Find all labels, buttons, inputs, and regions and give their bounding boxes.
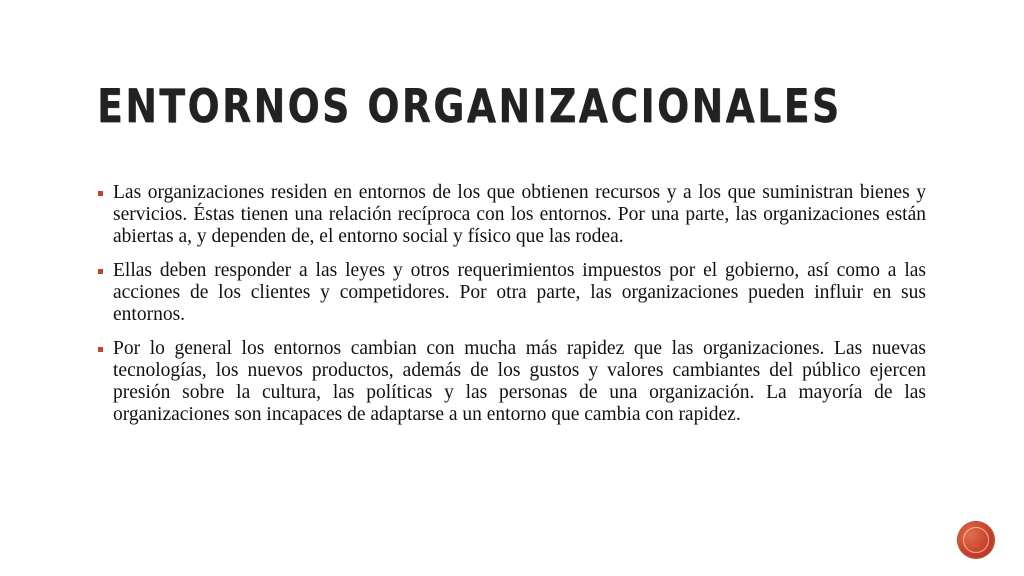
- bullet-item: [98, 182, 926, 248]
- bullet-item: [98, 260, 926, 326]
- circle-nav-icon[interactable]: [958, 522, 994, 558]
- square-bullet-icon: [98, 269, 103, 274]
- bullet-text: Ellas deben responder a las leyes y otros requerimientos impuestos por el gobierno, así como a las acciones de los clientes y competidores. Por otra parte, las organizaciones pueden influir en sus entornos.: [113, 260, 926, 325]
- slide-title: ENTORNOS ORGANIZACIONALES: [97, 79, 842, 133]
- bullet-text: Por lo general los entornos cambian con mucha más rapidez que las organizaciones. Las nuevas tecnologías, los nuevos productos, además de los gustos y valores cambiantes del público ejercen presión sobre la cultura, las políticas y las personas de una organización. La mayoría de las organizaciones son incapaces de adaptarse a un entorno que cambia con rapidez.: [113, 338, 926, 425]
- bullet-list: [98, 182, 926, 438]
- circle-nav-ring: [963, 527, 989, 553]
- bullet-text: Las organizaciones residen en entornos de los que obtienen recursos y a los que suministran bienes y servicios. Éstas tienen una relación recíproca con los entornos. Por una parte, las organizaciones están abiertas a, y dependen de, el entorno social y físico que las rodea.: [113, 182, 926, 247]
- square-bullet-icon: [98, 191, 103, 196]
- square-bullet-icon: [98, 347, 103, 352]
- bullet-item: [98, 338, 926, 426]
